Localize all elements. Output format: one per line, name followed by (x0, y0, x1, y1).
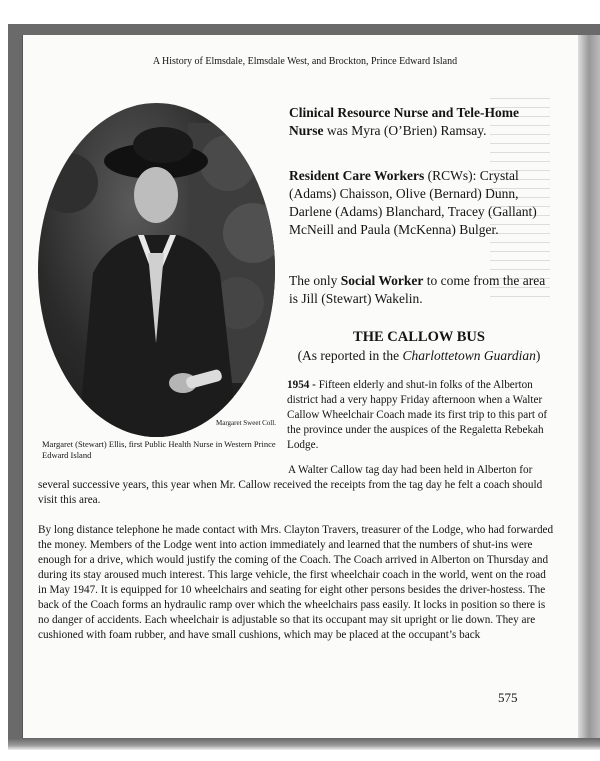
rcw-paragraph (289, 167, 549, 239)
article-source (289, 347, 549, 365)
photo-caption: Margaret (Stewart) Ellis, first Public Health Nurse in Western Prince Edward Island (42, 439, 276, 460)
source-post: ) (535, 348, 541, 363)
page-shadow (8, 738, 600, 750)
portrait-illustration (38, 103, 275, 437)
running-header: A History of Elmsdale, Elmsdale West, and Brockton, Prince Edward Island (152, 56, 458, 67)
nurse-paragraph (289, 104, 549, 140)
rcw-title: Resident Care Workers (289, 168, 425, 183)
rcw-text: (RCWs): Crystal (Adams) Chaisson, Olive (Bernard) Dunn, Darlene (Adams) Blanchard, Tracey (Gallant) McNeill and Paula (McKenna) Bulger. (289, 168, 537, 237)
article-title: THE CALLOW BUS (353, 329, 485, 345)
article-paragraph-1: A Walter Callow tag day had been held in Alberton for several successive years, this year when Mr. Callow received the receipts from the tag day he felt a coach should visit this area. (38, 464, 543, 506)
nurse-text: was Myra (O’Brien) Ramsay. (323, 123, 487, 138)
source-pre: (As reported in the (297, 348, 403, 363)
sw-text: to come from the area is Jill (Stewart) Wakelin. (289, 273, 546, 306)
nurse-title: Clinical Resource Nurse and Tele-Home Nurse (289, 105, 519, 138)
social-worker-paragraph (289, 272, 549, 308)
article-paragraph-2: By long distance telephone he made contact with Mrs. Clayton Travers, treasurer of the Lodge, who had forwarded the money. Members of the Lodge went into action immediately and learned that the numbers of shut-ins were enough for a drive, which would justify the coming of the Coach. The Coach arrived in Alberton on Thursday and during its stay aroused much interest. This large vehicle, the first wheelchair coach in the world, went on the road in May 1947. It is equipped for 10 wheelchairs and seating for eight other persons besides the driver-hostess. The back of the Coach forms an hydraulic ramp over which the wheelchairs pass easily. It locks in position so there is no danger of accidents. Each wheelchair is adjustable so that its occupant may sit upright or lie down. They are cushioned with foam rubber, and have small cushions, which may be placed at the occupant’s back (38, 524, 554, 641)
page-edge (578, 35, 600, 738)
article-year: 1954 - (287, 379, 316, 391)
sw-pre: The only (289, 273, 341, 288)
page-number: 575 (498, 690, 518, 705)
source-newspaper: Charlottetown Guardian (402, 348, 536, 363)
photo-credit: Margaret Sweet Coll. (216, 419, 276, 427)
sw-title: Social Worker (340, 273, 424, 288)
article-intro (287, 378, 549, 453)
portrait-photo (38, 103, 275, 437)
intro-text: Fifteen elderly and shut-in folks of the Alberton district had a very happy Friday afternoon when a Walter Callow Wheelchair Coach made its first trip to this part of the province under the auspices of the Regaletta Rebekah Lodge. (287, 379, 548, 451)
